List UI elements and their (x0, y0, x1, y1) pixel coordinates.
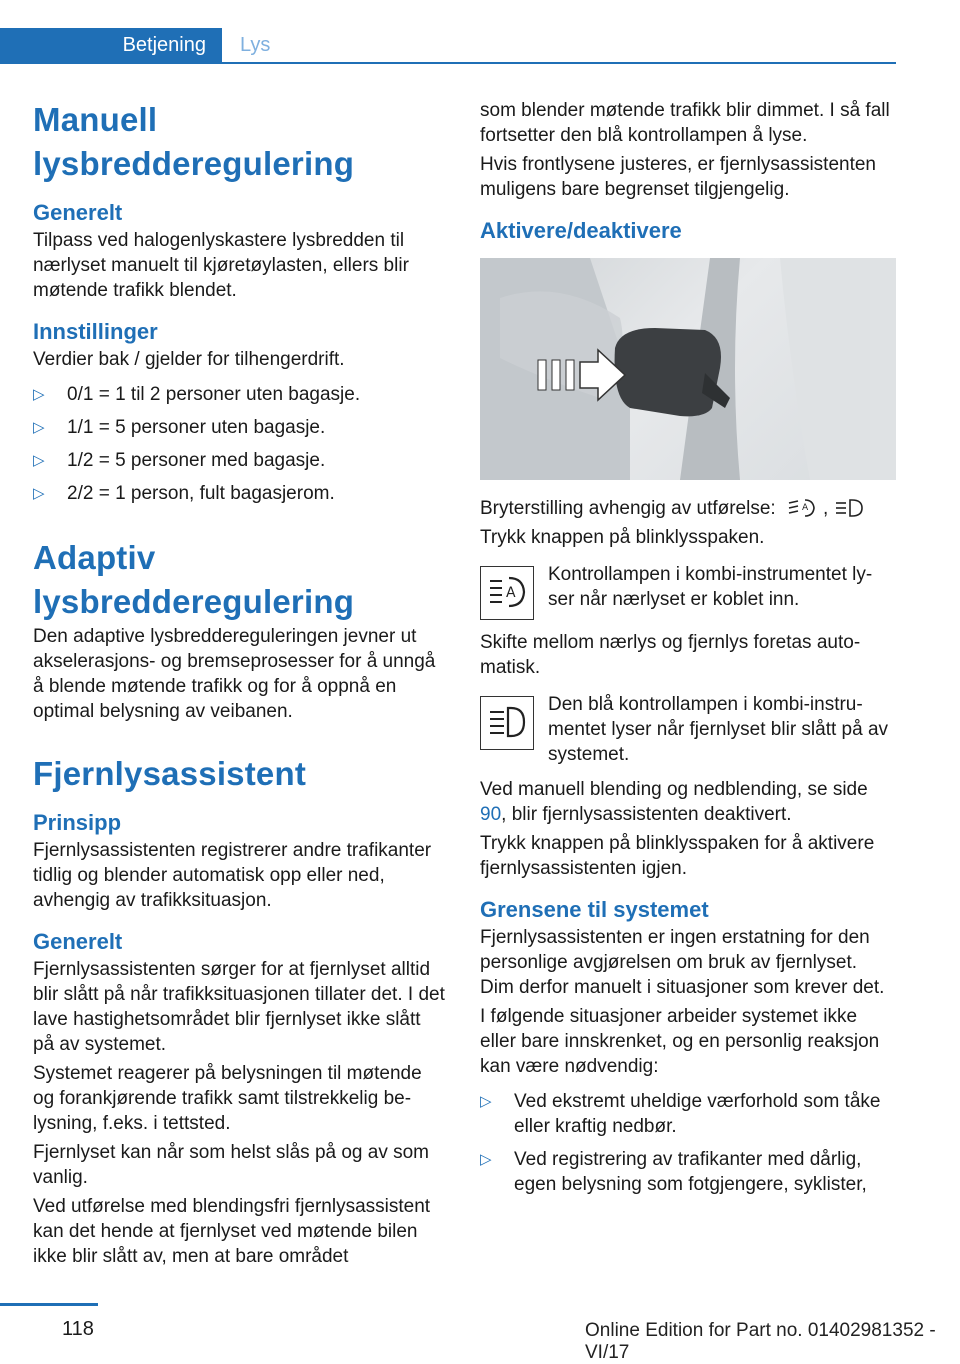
stalk-photo (480, 258, 896, 480)
grense-list (480, 1083, 892, 1199)
svg-text:A: A (506, 585, 516, 601)
kontroll-1-block (480, 562, 892, 620)
manuell-pre: Ved manuell blending og nedblending, se side (480, 779, 868, 800)
innstillinger-list (33, 376, 445, 508)
heading-manuell: Manuell lysbredderegulering (33, 101, 355, 182)
heading-fjernlysassistent: Fjernlysassistent (33, 755, 307, 792)
heading-prinsipp: Prinsipp (33, 810, 122, 835)
stalk-illustration (480, 258, 896, 480)
kontroll-2-block (480, 692, 892, 767)
auto-high-beam-icon (787, 498, 817, 520)
right-column (480, 98, 892, 1199)
page-number: 118 (62, 1318, 94, 1340)
grense-p1: Fjernlysassistenten er ingen erstatning for den personlige avgjørelsen om bruk av fjernlyset. Dim derfor manuelt i situasjoner som krever det. (480, 927, 885, 998)
list-item: ▷ 1/2 = 5 personer med bagasje. (33, 442, 445, 475)
bryterstilling-label: Bryterstilling avhengig av utførelse: (480, 498, 776, 519)
auto-headlight-indicator-icon (480, 566, 534, 620)
heading-generelt-1: Generelt (33, 200, 123, 225)
high-beam-icon (834, 498, 864, 520)
edition-note: Online Edition for Part no. 01402981352 - VI/17 (585, 1320, 936, 1363)
kontroll-1-text: Kontrollampen i kombi-instrumentet lyser når nærlyset er koblet inn. (548, 564, 873, 610)
bryterstilling-separator: , (822, 498, 829, 519)
tab-betjening[interactable] (0, 28, 222, 62)
manuell-blending-text (480, 777, 892, 827)
list-item: ▷ 2/2 = 1 person, fult bagasjerom. (33, 475, 445, 508)
list-item: ▷ Ved ekstremt uheldige værforhold som tåke eller kraftig nedbør. (480, 1083, 892, 1141)
continued-text-2: Hvis frontlysene justeres, er fjernlysassistenten muligens bare begrenset tilgjengelig. (480, 154, 876, 200)
heading-grensene: Grensene til systemet (480, 897, 709, 922)
list-item: ▷ Ved registrering av trafikanter med dårlig, egen belysning som fotgjengere, syklister, (480, 1141, 892, 1199)
heading-innstillinger: Innstillinger (33, 319, 158, 344)
kontroll-2-text: Den blå kontrollampen i kombi-instrumentet lyser når fjernlyset blir slått på av systemet. (548, 694, 889, 765)
high-beam-indicator-icon (480, 696, 534, 750)
list-item: ▷ 0/1 = 1 til 2 personer uten bagasje. (33, 376, 445, 409)
heading-generelt-2: Generelt (33, 929, 123, 954)
grense-p2: I følgende situasjoner arbeider systemet ikke eller bare innskrenket, og en personlig reaksjon kan være nødvendig: (480, 1006, 880, 1077)
tab-lys-label: Lys (240, 33, 271, 56)
trykk-text: Trykk knappen på blinklysspaken. (480, 527, 765, 548)
heading-aktivere: Aktivere/deaktivere (480, 218, 682, 243)
generelt-2-p4: Ved utførelse med blendingsfri fjernlysassistent kan det hende at fjernlyset ved møtende bilen ikke blir slått av, men at bare området (33, 1196, 431, 1267)
generelt-1-text: Tilpass ved halogenlyskastere lysbredden til nærlyset manuelt til kjøretøylasten, ellers blir møtende trafikk blendet. (33, 230, 409, 301)
page-link[interactable]: 90 (480, 804, 502, 825)
prinsipp-text: Fjernlysassistenten registrerer andre trafikanter tidlig og blender automatisk opp eller ned, avhengig av trafikksituasjon. (33, 840, 432, 911)
innstillinger-text: Verdier bak / gjelder for tilhengerdrift. (33, 349, 345, 370)
tab-betjening-label: Betjening (122, 33, 206, 56)
heading-adaptiv: Adaptiv lysbredderegulering (33, 539, 355, 620)
continued-text-1: som blender møtende trafikk blir dimmet. I så fall fortsetter den blå kontrollampen å lyse. (480, 100, 890, 146)
generelt-2-p2: Systemet reagerer på belysningen til møtende og forankjørende trafikk samt tilstrekkelig belysning, f.eks. i tettsted. (33, 1063, 422, 1134)
manuell-post: , blir fjernlysassistenten deaktivert. (501, 804, 792, 825)
list-item: ▷ 1/1 = 5 personer uten bagasje. (33, 409, 445, 442)
tab-lys[interactable] (240, 28, 270, 62)
generelt-2-p3: Fjernlyset kan når som helst slås på og av som vanlig. (33, 1142, 430, 1188)
skifte-text: Skifte mellom nærlys og fjernlys foretas automatisk. (480, 632, 861, 678)
trykk-2-text: Trykk knappen på blinklysspaken for å aktivere fjernlysassistenten igjen. (480, 833, 875, 879)
footer-accent-line (0, 1303, 98, 1306)
header-bar (0, 28, 896, 64)
left-column (33, 98, 445, 1273)
adaptiv-text: Den adaptive lysbreddereguleringen jevner ut akselerasjons- og bremseprosesser for å unngå å blende møtende trafikk og for å oppnå en optimal belysning av veibanen. (33, 626, 436, 722)
svg-text:A: A (801, 502, 809, 513)
generelt-2-p1: Fjernlysassistenten sørger for at fjernlyset alltid blir slått på når trafikksituasjonen tillater det. I det lave hastighetsområdet blir fjernlyset ikke slått på av systemet. (33, 959, 445, 1055)
bryterstilling-text (480, 496, 892, 521)
